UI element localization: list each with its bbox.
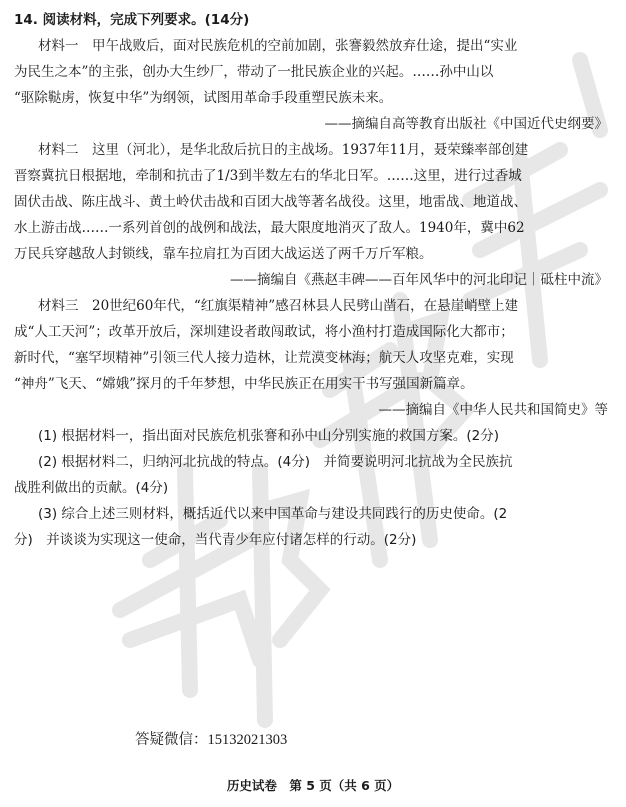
question-heading: [14, 10, 249, 30]
material1-line-1: 材料一 甲午战败后，面对民族危机的空前加剧，张謇毅然放弃仕途，提出“实业: [38, 38, 518, 54]
material2-line-2: 晋察冀抗日根据地，牵制和抗击了1/3到半数左右的华北日军。……这里，进行过香城: [14, 168, 522, 184]
material2-line-4: 水上游击战……一系列首创的战例和战法，最大限度地消灭了敌人。1940年，冀中62: [14, 220, 525, 236]
contact-wechat: 答疑微信：15132021303: [135, 732, 288, 748]
material3-line-4: “神舟”飞天、“嫦娥”探月的千年梦想，中华民族正在用实干书写强国新篇章。: [14, 376, 474, 392]
material3-line-2: 成“人工天河”；改革开放后，深圳建设者敢闯敢试，将小渔村打造成国际化大都市；: [14, 324, 514, 340]
subquestion-1: (1) 根据材料一，指出面对民族危机张謇和孙中山分别实施的救国方案。(2分): [38, 428, 500, 444]
subquestion-2-line-2: 战胜利做出的贡献。(4分): [14, 480, 169, 496]
material3-source: ——摘编自《中华人民共和国简史》等: [378, 402, 608, 418]
question-instruction: 阅读材料，完成下列要求。(14分): [42, 12, 250, 28]
subquestion-3-line-1: (3) 综合上述三则材料，概括近代以来中国革命与建设共同践行的历史使命。(2: [38, 506, 508, 522]
material3-line-1: 材料三 20世纪60年代，“红旗渠精神”感召林县人民劈山凿石，在悬崖峭壁上建: [38, 298, 519, 314]
material2-source: ——摘编自《燕赵丰碑——百年风华中的河北印记｜砥柱中流》: [230, 272, 608, 288]
material1-line-3: “驱除鞑虏，恢复中华”为纲领，试图用革命手段重塑民族未来。: [14, 90, 393, 106]
question-number: 14.: [14, 12, 38, 28]
subquestion-3-line-2: 分) 并谈谈为实现这一使命，当代青少年应付诸怎样的行动。(2分): [14, 532, 417, 548]
material2-line-5: 万民兵穿越敌人封锁线，靠车拉肩扛为百团大战运送了两千万斤军粮。: [14, 246, 433, 262]
material3-line-3: 新时代，“塞罕坝精神”引领三代人接力造林，让荒漠变林海；航天人攻坚克难，实现: [14, 350, 514, 366]
material2-line-1: 材料二 这里（河北），是华北敌后抗日的主战场。1937年11月，聂荣臻率部创建: [38, 142, 529, 158]
material2-line-3: 固伏击战、陈庄战斗、黄土岭伏击战和百团大战等著名战役。这里，地雷战、地道战、: [14, 194, 527, 210]
page-footer: 历史试卷 第 5 页（共 6 页）: [226, 778, 400, 793]
material1-line-2: 为民生之本”的主张，创办大生纱厂，带动了一批民族企业的兴起。……孙中山以: [14, 64, 494, 80]
subquestion-2-line-1: (2) 根据材料二，归纳河北抗战的特点。(4分) 并简要说明河北抗战为全民族抗: [38, 454, 513, 470]
material1-source: ——摘编自高等教育出版社《中国近代史纲要》: [324, 116, 608, 132]
